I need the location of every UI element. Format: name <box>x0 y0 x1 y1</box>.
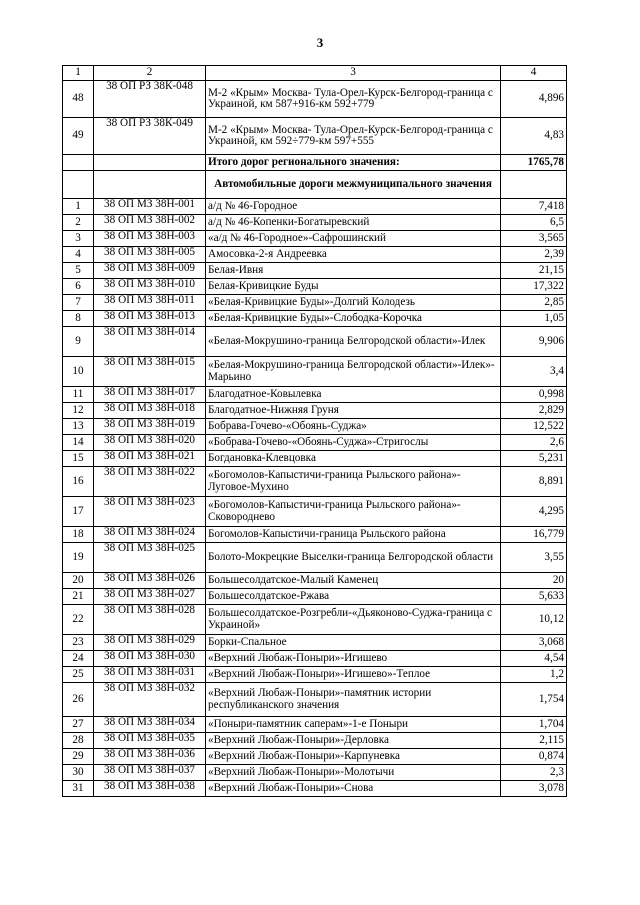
road-name: Благодатное-Нижняя Груня <box>206 403 501 419</box>
road-name: «Богомолов-Капыстичи-граница Рыльского района»-Сковороднево <box>206 497 501 527</box>
road-length: 10,12 <box>501 605 567 635</box>
row-number: 8 <box>63 311 94 327</box>
road-code: 38 ОП МЗ 38Н-035 <box>94 733 206 749</box>
section-title: Автомобильные дороги межмуниципального значения <box>206 171 501 199</box>
table-row <box>63 419 567 435</box>
road-length: 16,779 <box>501 527 567 543</box>
row-number: 27 <box>63 717 94 733</box>
row-number: 12 <box>63 403 94 419</box>
table-header-row <box>63 66 567 81</box>
table-row <box>63 81 567 118</box>
road-length: 2,6 <box>501 435 567 451</box>
road-code: 38 ОП МЗ 38Н-032 <box>94 683 206 717</box>
road-code: 38 ОП МЗ 38Н-015 <box>94 357 206 387</box>
table-row <box>63 263 567 279</box>
road-length: 4,54 <box>501 651 567 667</box>
row-number: 26 <box>63 683 94 717</box>
road-name: «Верхний Любаж-Поныри»-Карпуневка <box>206 749 501 765</box>
road-name: «Бобрава-Гочево-«Обоянь-Суджа»-Стригослы <box>206 435 501 451</box>
road-length: 1,2 <box>501 667 567 683</box>
table-row <box>63 749 567 765</box>
row-number: 28 <box>63 733 94 749</box>
road-name: Большесолдатское-Розгребли-«Дьяконово-Суджа-граница с Украиной» <box>206 605 501 635</box>
road-length: 3,4 <box>501 357 567 387</box>
row-number: 18 <box>63 527 94 543</box>
road-code: 38 ОП МЗ 38Н-026 <box>94 573 206 589</box>
table-row <box>63 435 567 451</box>
table-row <box>63 311 567 327</box>
road-length: 4,295 <box>501 497 567 527</box>
road-code: 38 ОП МЗ 38Н-011 <box>94 295 206 311</box>
road-length: 9,906 <box>501 327 567 357</box>
header-col-3: 3 <box>206 66 501 81</box>
road-length: 1,704 <box>501 717 567 733</box>
row-number: 19 <box>63 543 94 573</box>
table-row <box>63 717 567 733</box>
road-length: 3,078 <box>501 781 567 797</box>
road-length: 5,231 <box>501 451 567 467</box>
header-col-1: 1 <box>63 66 94 81</box>
table-row <box>63 403 567 419</box>
road-length: 2,3 <box>501 765 567 781</box>
road-name: а/д № 46-Городное <box>206 199 501 215</box>
road-name: М-2 «Крым» Москва- Тула-Орел-Курск-Белгород-граница с Украиной, км 587+916-км 592+779 <box>206 81 501 118</box>
road-code: 38 ОП МЗ 38Н-019 <box>94 419 206 435</box>
road-name: Большесолдатское-Малый Каменец <box>206 573 501 589</box>
total-row <box>63 155 567 171</box>
road-name: Благодатное-Ковылевка <box>206 387 501 403</box>
road-code: 38 ОП МЗ 38Н-021 <box>94 451 206 467</box>
table-row <box>63 357 567 387</box>
table-row <box>63 781 567 797</box>
road-length: 4,896 <box>501 81 567 118</box>
section-title-row <box>63 171 567 199</box>
table-row <box>63 327 567 357</box>
total-empty-1 <box>63 155 94 171</box>
table-row <box>63 605 567 635</box>
table-row <box>63 765 567 781</box>
road-code: 38 ОП МЗ 38Н-018 <box>94 403 206 419</box>
road-code: 38 ОП МЗ 38Н-038 <box>94 781 206 797</box>
road-name: «Белая-Кривицкие Буды»-Долгий Колодезь <box>206 295 501 311</box>
road-name: «Верхний Любаж-Поныри»-Игишево <box>206 651 501 667</box>
road-length: 12,522 <box>501 419 567 435</box>
road-length: 3,565 <box>501 231 567 247</box>
road-name: Богомолов-Капыстичи-граница Рыльского района <box>206 527 501 543</box>
total-label: Итого дорог регионального значения: <box>206 155 501 171</box>
road-code: 38 ОП МЗ 38Н-028 <box>94 605 206 635</box>
section-empty-2 <box>94 171 206 199</box>
road-length: 8,891 <box>501 467 567 497</box>
road-name: Богдановка-Клевцовка <box>206 451 501 467</box>
row-number: 49 <box>63 118 94 155</box>
road-length: 7,418 <box>501 199 567 215</box>
road-code: 38 ОП МЗ 38Н-036 <box>94 749 206 765</box>
page-number: 3 <box>316 35 324 50</box>
road-length: 3,068 <box>501 635 567 651</box>
row-number: 2 <box>63 215 94 231</box>
table-row <box>63 651 567 667</box>
row-number: 25 <box>63 667 94 683</box>
total-empty-2 <box>94 155 206 171</box>
road-name: «Белая-Мокрушино-граница Белгородской области»-Илек <box>206 327 501 357</box>
row-number: 16 <box>63 467 94 497</box>
row-number: 21 <box>63 589 94 605</box>
roads-table <box>62 65 567 797</box>
row-number: 3 <box>63 231 94 247</box>
table-row <box>63 543 567 573</box>
road-name: «Богомолов-Капыстичи-граница Рыльского района»-Луговое-Мухино <box>206 467 501 497</box>
table-row <box>63 733 567 749</box>
road-length: 1,754 <box>501 683 567 717</box>
row-number: 22 <box>63 605 94 635</box>
road-name: «Верхний Любаж-Поныри»-Молотычи <box>206 765 501 781</box>
road-name: Борки-Спальное <box>206 635 501 651</box>
table-row <box>63 118 567 155</box>
road-code: 38 ОП МЗ 38Н-025 <box>94 543 206 573</box>
road-name: «а/д № 46-Городное»-Сафрошинский <box>206 231 501 247</box>
road-code: 38 ОП МЗ 38Н-024 <box>94 527 206 543</box>
row-number: 17 <box>63 497 94 527</box>
road-code: 38 ОП МЗ 38Н-022 <box>94 467 206 497</box>
road-name: Белая-Кривицкие Буды <box>206 279 501 295</box>
road-name: «Верхний Любаж-Поныри»-Игишево»-Теплое <box>206 667 501 683</box>
section-empty-1 <box>63 171 94 199</box>
road-code: 38 ОП МЗ 38Н-001 <box>94 199 206 215</box>
table-row <box>63 279 567 295</box>
road-code: 38 ОП МЗ 38Н-023 <box>94 497 206 527</box>
road-length: 2,39 <box>501 247 567 263</box>
road-length: 20 <box>501 573 567 589</box>
road-name: Бобрава-Гочево-«Обоянь-Суджа» <box>206 419 501 435</box>
road-name: «Верхний Любаж-Поныри»-Снова <box>206 781 501 797</box>
table-row <box>63 527 567 543</box>
header-col-2: 2 <box>94 66 206 81</box>
road-name: «Верхний Любаж-Поныри»-Дерловка <box>206 733 501 749</box>
table-row <box>63 199 567 215</box>
table-row <box>63 467 567 497</box>
road-name: «Поныри-памятник саперам»-1-е Поныри <box>206 717 501 733</box>
row-number: 6 <box>63 279 94 295</box>
road-length: 4,83 <box>501 118 567 155</box>
road-length: 6,5 <box>501 215 567 231</box>
row-number: 23 <box>63 635 94 651</box>
road-code: 38 ОП РЗ 38К-049 <box>94 118 206 155</box>
row-number: 15 <box>63 451 94 467</box>
road-length: 2,85 <box>501 295 567 311</box>
road-name: «Белая-Мокрушино-граница Белгородской области»-Илек»-Марьино <box>206 357 501 387</box>
header-col-4: 4 <box>501 66 567 81</box>
table-row <box>63 497 567 527</box>
row-number: 13 <box>63 419 94 435</box>
road-name: Болото-Мокрецкие Выселки-граница Белгородской области <box>206 543 501 573</box>
road-code: 38 ОП РЗ 38К-048 <box>94 81 206 118</box>
road-code: 38 ОП МЗ 38Н-005 <box>94 247 206 263</box>
road-length: 2,115 <box>501 733 567 749</box>
row-number: 30 <box>63 765 94 781</box>
road-code: 38 ОП МЗ 38Н-013 <box>94 311 206 327</box>
total-value: 1765,78 <box>501 155 567 171</box>
row-number: 5 <box>63 263 94 279</box>
road-code: 38 ОП МЗ 38Н-002 <box>94 215 206 231</box>
row-number: 7 <box>63 295 94 311</box>
row-number: 1 <box>63 199 94 215</box>
row-number: 4 <box>63 247 94 263</box>
road-length: 0,998 <box>501 387 567 403</box>
road-name: «Верхний Любаж-Поныри»-памятник истории республиканского значения <box>206 683 501 717</box>
road-length: 3,55 <box>501 543 567 573</box>
table-row <box>63 635 567 651</box>
road-length: 5,633 <box>501 589 567 605</box>
road-length: 17,322 <box>501 279 567 295</box>
row-number: 10 <box>63 357 94 387</box>
road-code: 38 ОП МЗ 38Н-020 <box>94 435 206 451</box>
table-row <box>63 683 567 717</box>
road-length: 2,829 <box>501 403 567 419</box>
table-row <box>63 667 567 683</box>
road-name: Большесолдатское-Ржава <box>206 589 501 605</box>
row-number: 11 <box>63 387 94 403</box>
row-number: 48 <box>63 81 94 118</box>
road-length: 21,15 <box>501 263 567 279</box>
row-number: 9 <box>63 327 94 357</box>
road-code: 38 ОП МЗ 38Н-010 <box>94 279 206 295</box>
road-code: 38 ОП МЗ 38Н-037 <box>94 765 206 781</box>
row-number: 14 <box>63 435 94 451</box>
table-row <box>63 451 567 467</box>
road-length: 1,05 <box>501 311 567 327</box>
road-name: Амосовка-2-я Андреевка <box>206 247 501 263</box>
road-length: 0,874 <box>501 749 567 765</box>
road-code: 38 ОП МЗ 38Н-029 <box>94 635 206 651</box>
table-row <box>63 247 567 263</box>
road-name: М-2 «Крым» Москва- Тула-Орел-Курск-Белгород-граница с Украиной, км 592÷779-км 597+555 <box>206 118 501 155</box>
road-code: 38 ОП МЗ 38Н-009 <box>94 263 206 279</box>
road-code: 38 ОП МЗ 38Н-017 <box>94 387 206 403</box>
section-empty-4 <box>501 171 567 199</box>
row-number: 29 <box>63 749 94 765</box>
road-code: 38 ОП МЗ 38Н-014 <box>94 327 206 357</box>
road-code: 38 ОП МЗ 38Н-031 <box>94 667 206 683</box>
road-name: «Белая-Кривицкие Буды»-Слободка-Корочка <box>206 311 501 327</box>
road-code: 38 ОП МЗ 38Н-027 <box>94 589 206 605</box>
table-row <box>63 231 567 247</box>
road-code: 38 ОП МЗ 38Н-030 <box>94 651 206 667</box>
road-name: Белая-Ивня <box>206 263 501 279</box>
road-name: а/д № 46-Копенки-Богатыревский <box>206 215 501 231</box>
row-number: 24 <box>63 651 94 667</box>
table-row <box>63 387 567 403</box>
table-row <box>63 295 567 311</box>
road-code: 38 ОП МЗ 38Н-034 <box>94 717 206 733</box>
row-number: 31 <box>63 781 94 797</box>
road-code: 38 ОП МЗ 38Н-003 <box>94 231 206 247</box>
table-row <box>63 589 567 605</box>
table-row <box>63 215 567 231</box>
row-number: 20 <box>63 573 94 589</box>
table-row <box>63 573 567 589</box>
